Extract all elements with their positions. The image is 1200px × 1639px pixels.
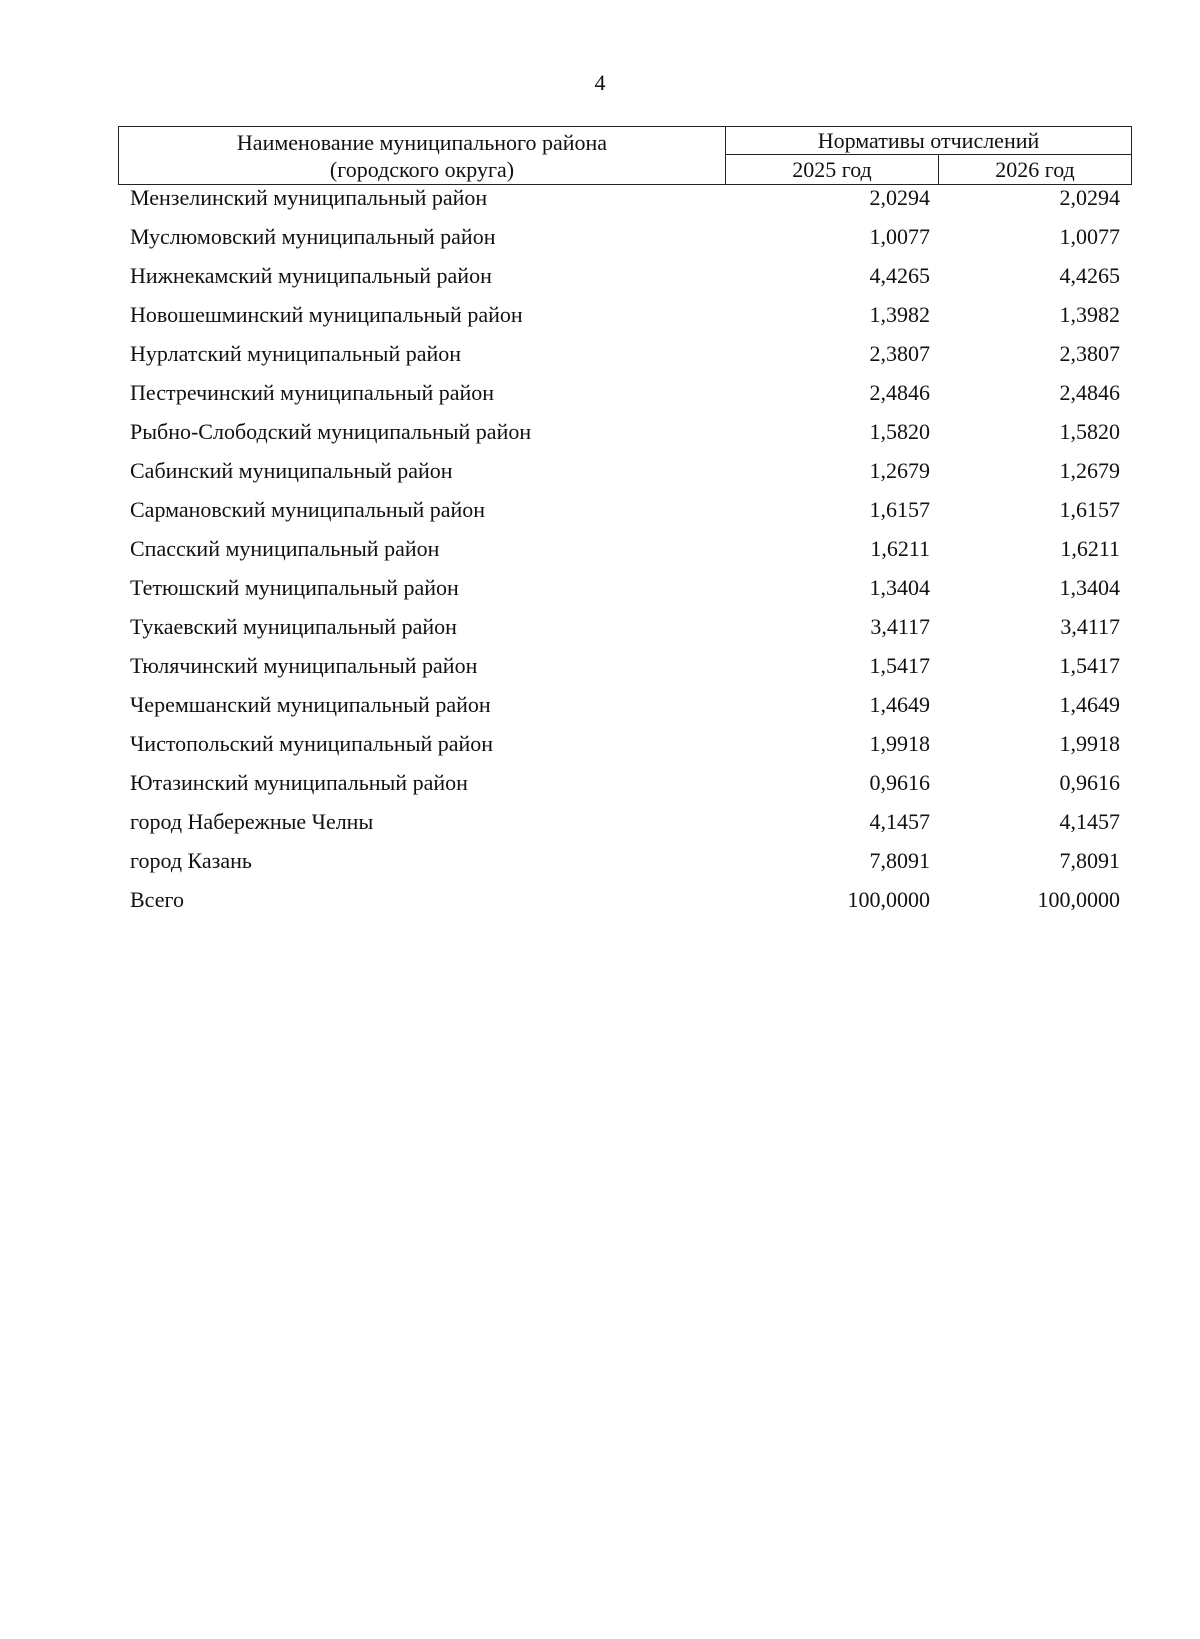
row-value-2026: 1,2679 bbox=[1059, 458, 1120, 483]
row-value-2025: 4,4265 bbox=[869, 263, 930, 288]
row-value-2026: 1,0077 bbox=[1059, 224, 1120, 249]
table-row bbox=[130, 612, 1120, 651]
row-value-2025: 1,6157 bbox=[869, 497, 930, 522]
row-name: город Набережные Челны bbox=[130, 809, 374, 834]
table-row bbox=[130, 222, 1120, 261]
row-value-2025: 1,4649 bbox=[869, 692, 930, 717]
table-row bbox=[130, 300, 1120, 339]
table-header bbox=[118, 126, 1132, 185]
row-value-2025: 100,0000 bbox=[847, 887, 930, 912]
table-row bbox=[130, 690, 1120, 729]
row-value-2025: 1,6211 bbox=[870, 536, 930, 561]
row-value-2026: 7,8091 bbox=[1059, 848, 1120, 873]
page-number: 4 bbox=[594, 70, 606, 95]
table-row bbox=[130, 534, 1120, 573]
row-value-2026: 1,9918 bbox=[1059, 731, 1120, 756]
row-name: Ютазинский муниципальный район bbox=[130, 770, 468, 795]
row-name: Муслюмовский муниципальный район bbox=[130, 224, 496, 249]
row-value-2026: 1,4649 bbox=[1059, 692, 1120, 717]
row-value-2026: 1,5820 bbox=[1059, 419, 1120, 444]
row-name: Пестречинский муниципальный район bbox=[130, 380, 495, 405]
row-value-2025: 1,2679 bbox=[869, 458, 930, 483]
table-row bbox=[130, 495, 1120, 534]
row-name: Нурлатский муниципальный район bbox=[130, 341, 462, 366]
row-value-2026: 1,6157 bbox=[1059, 497, 1120, 522]
row-name: город Казань bbox=[130, 848, 252, 873]
row-value-2026: 2,4846 bbox=[1059, 380, 1120, 405]
header-name-cell bbox=[119, 127, 726, 184]
row-name: Всего bbox=[130, 887, 184, 912]
row-value-2026: 0,9616 bbox=[1059, 770, 1120, 795]
row-value-2025: 1,5820 bbox=[869, 419, 930, 444]
row-value-2025: 1,3982 bbox=[869, 302, 930, 327]
row-value-2026: 3,4117 bbox=[1060, 614, 1120, 639]
table-row bbox=[130, 729, 1120, 768]
table-row bbox=[130, 573, 1120, 612]
row-value-2025: 2,3807 bbox=[869, 341, 930, 366]
row-value-2025: 1,9918 bbox=[869, 731, 930, 756]
row-name: Сармановский муниципальный район bbox=[130, 497, 486, 522]
table-row bbox=[130, 885, 1120, 924]
row-value-2025: 4,1457 bbox=[869, 809, 930, 834]
table-row bbox=[130, 339, 1120, 378]
row-value-2026: 1,3982 bbox=[1059, 302, 1120, 327]
table-row bbox=[130, 378, 1120, 417]
table-row bbox=[130, 456, 1120, 495]
row-name: Мензелинский муниципальный район bbox=[130, 185, 488, 210]
table-row bbox=[130, 417, 1120, 456]
row-name: Новошешминский муниципальный район bbox=[130, 302, 523, 327]
row-name: Рыбно-Слободский муниципальный район bbox=[130, 419, 532, 444]
row-value-2025: 2,4846 bbox=[869, 380, 930, 405]
table-row bbox=[130, 261, 1120, 300]
row-value-2026: 2,3807 bbox=[1059, 341, 1120, 366]
header-group-cell: Нормативы отчислений bbox=[726, 127, 1131, 155]
row-name: Нижнекамский муниципальный район bbox=[130, 263, 492, 288]
row-name: Тетюшский муниципальный район bbox=[130, 575, 459, 600]
row-value-2026: 1,5417 bbox=[1059, 653, 1120, 678]
row-name: Сабинский муниципальный район bbox=[130, 458, 453, 483]
row-name: Спасский муниципальный район bbox=[130, 536, 440, 561]
table-row bbox=[130, 768, 1120, 807]
row-value-2025: 7,8091 bbox=[869, 848, 930, 873]
row-value-2026: 100,0000 bbox=[1037, 887, 1120, 912]
row-value-2025: 1,5417 bbox=[869, 653, 930, 678]
row-name: Тюлячинский муниципальный район bbox=[130, 653, 478, 678]
table-row bbox=[130, 807, 1120, 846]
row-value-2026: 2,0294 bbox=[1059, 185, 1120, 210]
row-value-2025: 2,0294 bbox=[869, 185, 930, 210]
header-year-2026: 2026 год bbox=[995, 157, 1075, 182]
row-value-2026: 1,3404 bbox=[1059, 575, 1120, 600]
header-name-line2: (городского округа) bbox=[329, 157, 515, 182]
table-row bbox=[130, 846, 1120, 885]
table-body bbox=[130, 183, 1120, 924]
row-value-2025: 3,4117 bbox=[870, 614, 930, 639]
table-row bbox=[130, 183, 1120, 222]
row-value-2026: 1,6211 bbox=[1060, 536, 1120, 561]
row-value-2025: 1,0077 bbox=[869, 224, 930, 249]
row-name: Тукаевский муниципальный район bbox=[130, 614, 457, 639]
row-value-2026: 4,4265 bbox=[1059, 263, 1120, 288]
table-row bbox=[130, 651, 1120, 690]
header-name-line1: Наименование муниципального района bbox=[236, 130, 608, 155]
row-value-2025: 0,9616 bbox=[869, 770, 930, 795]
header-year-2025: 2025 год bbox=[726, 155, 939, 184]
row-name: Чистопольский муниципальный район bbox=[130, 731, 494, 756]
row-value-2025: 1,3404 bbox=[869, 575, 930, 600]
row-value-2026: 4,1457 bbox=[1059, 809, 1120, 834]
row-name: Черемшанский муниципальный район bbox=[130, 692, 491, 717]
